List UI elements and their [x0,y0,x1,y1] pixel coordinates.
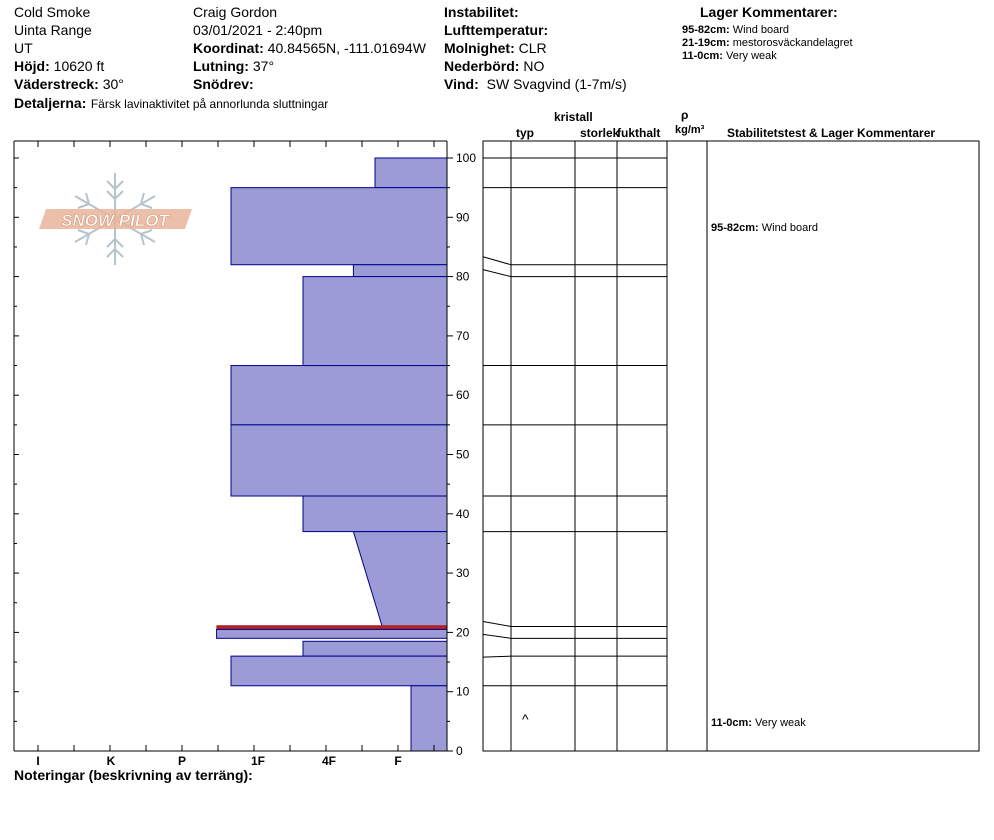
layer-comments-title: Lager Kommentarer: [700,4,838,20]
col-stability-header: Stabilitetstest & Lager Kommentarer [727,126,936,140]
col-moisture-header: fukthalt [617,126,661,140]
datetime: 03/01/2021 - 2:40pm [193,22,323,38]
elevation-label: Höjd: [14,58,50,74]
depth-tick-label: 70 [456,328,470,343]
layer-comment-text: Very weak [726,50,777,62]
depth-tick-label: 80 [456,269,470,284]
stability-comment-range: 11-0cm: [711,717,752,729]
stability-comment-range: 95-82cm: [711,222,759,234]
table-border [483,141,979,751]
layer-table [483,141,979,751]
hardness-layer [411,686,447,751]
depth-tick-label: 60 [456,388,470,403]
hardness-layer [303,277,447,366]
hardness-label: 4F [321,754,337,768]
observer: Craig Gordon [193,4,278,20]
hardness-label: F [394,754,402,768]
hardness-label: K [106,754,116,768]
depth-tick-label: 0 [456,744,463,758]
hardness-layer [231,425,447,496]
logo-text: SNOW PILOT [61,211,169,230]
layer-comment-range: 95-82cm: [682,24,730,36]
hardness-layer [231,188,447,265]
hardness-layer [353,265,447,277]
aspect-label: Väderstreck: [14,76,99,92]
layer-comment-text: Wind board [732,24,790,36]
layer-comment-range: 11-0cm: [682,50,723,62]
notes-label: Noteringar (beskrivning av terräng): [14,767,253,783]
depth-tick-label: 100 [456,151,477,165]
airtemp-label: Lufttemperatur: [444,22,549,38]
location-name: Cold Smoke [14,4,91,20]
hardness-layer [353,532,447,627]
hardness-layer [217,629,447,638]
layer-comment-range: 21-19cm: [682,37,730,49]
depth-tick-label: 50 [456,447,470,462]
hardness-layer [303,496,447,532]
stability-comment-text: Wind board [761,222,819,234]
col-rho-header: ρ [681,108,689,122]
hardness-layer [303,641,447,656]
coord-label: Koordinat: [193,40,264,56]
wind-label: Vind: [444,76,479,92]
hardness-label: I [36,754,40,768]
col-type-header: typ [516,126,534,140]
depth-tick-label: 20 [456,625,470,640]
wind-value: SW Svagvind (1-7m/s) [486,76,627,92]
hardness-layers [217,158,447,751]
slope-value: 37° [252,58,275,74]
hardness-label: P [177,754,187,768]
hardness-layer [231,366,447,425]
range-name: Uinta Range [14,22,92,38]
precip-label: Nederbörd: [444,58,520,74]
precip-value: NO [523,58,545,74]
hardness-layer [375,158,447,188]
depth-tick-label: 40 [456,506,470,521]
sky-value: CLR [518,40,547,56]
state-name: UT [14,40,33,56]
col-crystal-header: kristall [554,110,593,124]
grain-symbol-depth-hoar: ^ [522,711,529,727]
elevation-value: 10620 ft [53,58,105,74]
snowpilot-logo [39,173,192,265]
depth-tick-label: 90 [456,210,470,225]
col-size-header: storlek [580,126,620,140]
hardness-label: 1F [250,754,266,768]
details-label: Detaljerna: [14,95,87,111]
layer-comment-text: mestorosväckandelagret [732,37,853,49]
depth-tick-label: 10 [456,684,470,699]
col-density-unit: kg/m³ [675,124,705,136]
aspect-value: 30° [102,76,124,92]
details-value: Färsk lavinaktivitet på annorlunda sluttningar [90,97,329,111]
drift-label: Snödrev: [193,76,254,92]
sky-label: Molnighet: [444,40,515,56]
instability-label: Instabilitet: [444,4,519,20]
hardness-layer [231,656,447,686]
depth-tick-label: 30 [456,566,470,581]
slope-label: Lutning: [193,58,249,74]
stability-comment-text: Very weak [755,717,806,729]
critical-layer [217,625,447,629]
coord-value: 40.84565N, -111.01694W [267,40,426,56]
